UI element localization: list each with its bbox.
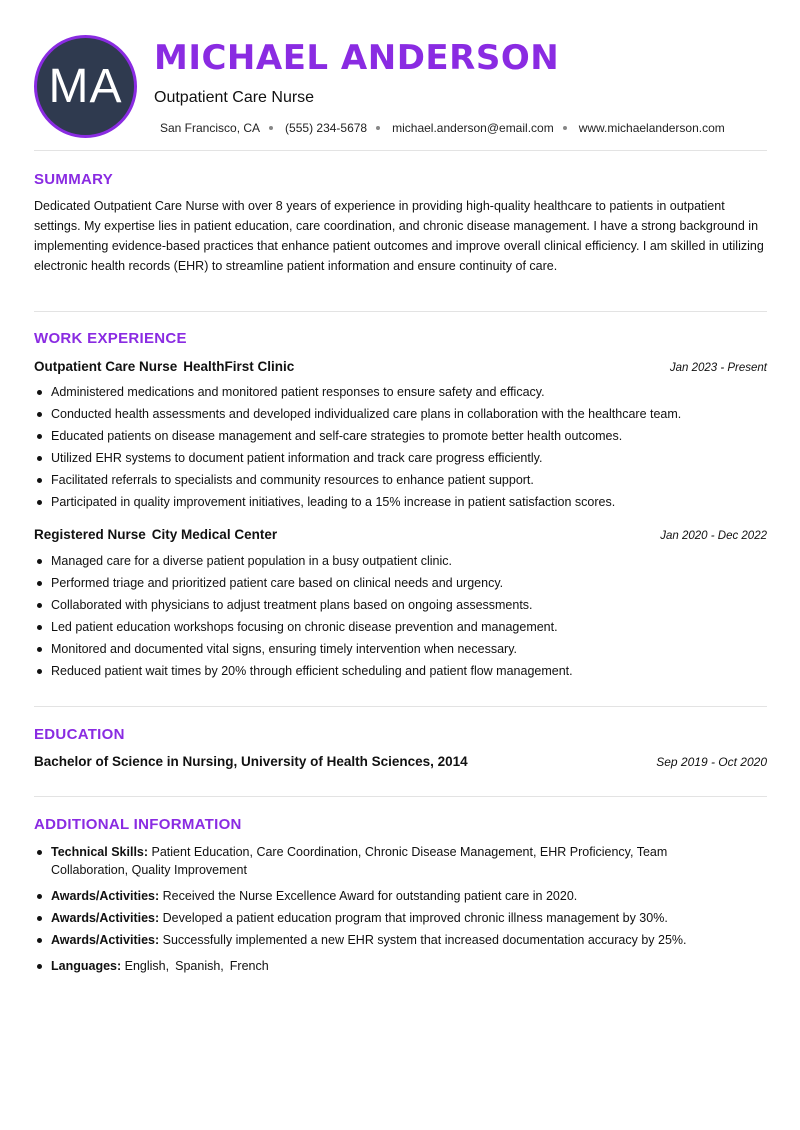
list-item: Facilitated referrals to specialists and community resources to enhance patient support. (34, 472, 768, 494)
list-item: Utilized EHR systems to document patient information and track care progress efficiently. (34, 450, 768, 472)
list-item (34, 843, 734, 879)
job-bullets (34, 384, 768, 516)
additional-list (34, 843, 734, 975)
contact-line (160, 121, 725, 135)
contact-location: San Francisco, CA (160, 121, 261, 135)
divider (34, 311, 767, 312)
job-header (34, 359, 767, 374)
language: English, (124, 959, 170, 973)
education-entry (34, 754, 767, 769)
list-item: Administered medications and monitored patient responses to ensure safety and efficacy. (34, 384, 768, 406)
job-title (34, 359, 294, 374)
list-item: Led patient education workshops focusing on chronic disease prevention and management. (34, 619, 768, 641)
job-title (34, 527, 277, 542)
list-item (34, 887, 734, 905)
item-text: Patient Education, Care Coordination, Chronic Disease Management, EHR Proficiency, Team Collaboration, Quality Improvement (51, 845, 668, 877)
list-item (34, 931, 734, 949)
education-heading: EDUCATION (34, 726, 125, 743)
divider (34, 796, 767, 797)
job-dates: Jan 2020 - Dec 2022 (660, 530, 767, 542)
item-label: Technical Skills: (51, 845, 149, 859)
item-label: Awards/Activities: (51, 933, 160, 947)
list-item: Reduced patient wait times by 20% through efficient scheduling and patient flow management. (34, 663, 768, 685)
avatar (34, 35, 137, 138)
summary-text: Dedicated Outpatient Care Nurse with over 8 years of experience in providing high-quality healthcare to patients in outpatient settings. My expertise lies in patient education, care coordination, and chronic disease management. I have a strong background in implementing evidence-based practices that enhance patient outcomes and improve overall clinical efficiency. I am skilled in utilizing electronic health records (EHR) to streamline patient information and ensure continuity of care. (34, 199, 764, 273)
list-item (34, 957, 734, 975)
job-header (34, 527, 767, 542)
avatar-initials: MA (48, 60, 123, 113)
job-company: HealthFirst Clinic (183, 359, 295, 374)
list-item: Monitored and documented vital signs, ensuring timely intervention when necessary. (34, 641, 768, 663)
job-bullets (34, 553, 768, 685)
experience-heading: WORK EXPERIENCE (34, 330, 187, 347)
item-text: Successfully implemented a new EHR system that increased documentation accuracy by 25%. (162, 933, 687, 947)
list-item: Collaborated with physicians to adjust treatment plans based on ongoing assessments. (34, 597, 768, 619)
contact-phone: (555) 234-5678 (285, 121, 368, 135)
separator-dot-icon (376, 126, 380, 130)
candidate-role: Outpatient Care Nurse (154, 89, 315, 106)
language: Spanish, (175, 959, 224, 973)
contact-website[interactable]: www.michaelanderson.com (578, 121, 725, 135)
separator-dot-icon (563, 126, 567, 130)
item-label: Awards/Activities: (51, 889, 160, 903)
list-item: Conducted health assessments and developed individualized care plans in collaboration with the healthcare team. (34, 406, 768, 428)
separator-dot-icon (269, 126, 273, 130)
list-item: Participated in quality improvement initiatives, leading to a 15% increase in patient satisfaction scores. (34, 494, 768, 516)
job-position: Registered Nurse (34, 527, 146, 542)
divider (34, 150, 767, 151)
item-text: Received the Nurse Excellence Award for outstanding patient care in 2020. (162, 889, 578, 903)
language: French (229, 959, 269, 973)
list-item: Managed care for a diverse patient population in a busy outpatient clinic. (34, 553, 768, 575)
contact-email[interactable]: michael.anderson@email.com (392, 121, 554, 135)
education-dates: Sep 2019 - Oct 2020 (656, 755, 767, 769)
additional-heading: ADDITIONAL INFORMATION (34, 816, 242, 833)
divider (34, 706, 767, 707)
languages-label: Languages: (51, 959, 122, 973)
item-label: Awards/Activities: (51, 911, 160, 925)
job-dates: Jan 2023 - Present (669, 362, 767, 374)
list-item: Educated patients on disease management and self-care strategies to promote better health outcomes. (34, 428, 768, 450)
education-degree: Bachelor of Science in Nursing, University of Health Sciences, 2014 (34, 754, 468, 769)
summary-heading: SUMMARY (34, 171, 114, 188)
job-company: City Medical Center (151, 527, 278, 542)
candidate-name: MICHAEL ANDERSON (154, 38, 560, 78)
job-position: Outpatient Care Nurse (34, 359, 178, 374)
list-item (34, 909, 734, 927)
item-text: Developed a patient education program that improved chronic illness management by 30%. (162, 911, 668, 925)
list-item: Performed triage and prioritized patient care based on clinical needs and urgency. (34, 575, 768, 597)
